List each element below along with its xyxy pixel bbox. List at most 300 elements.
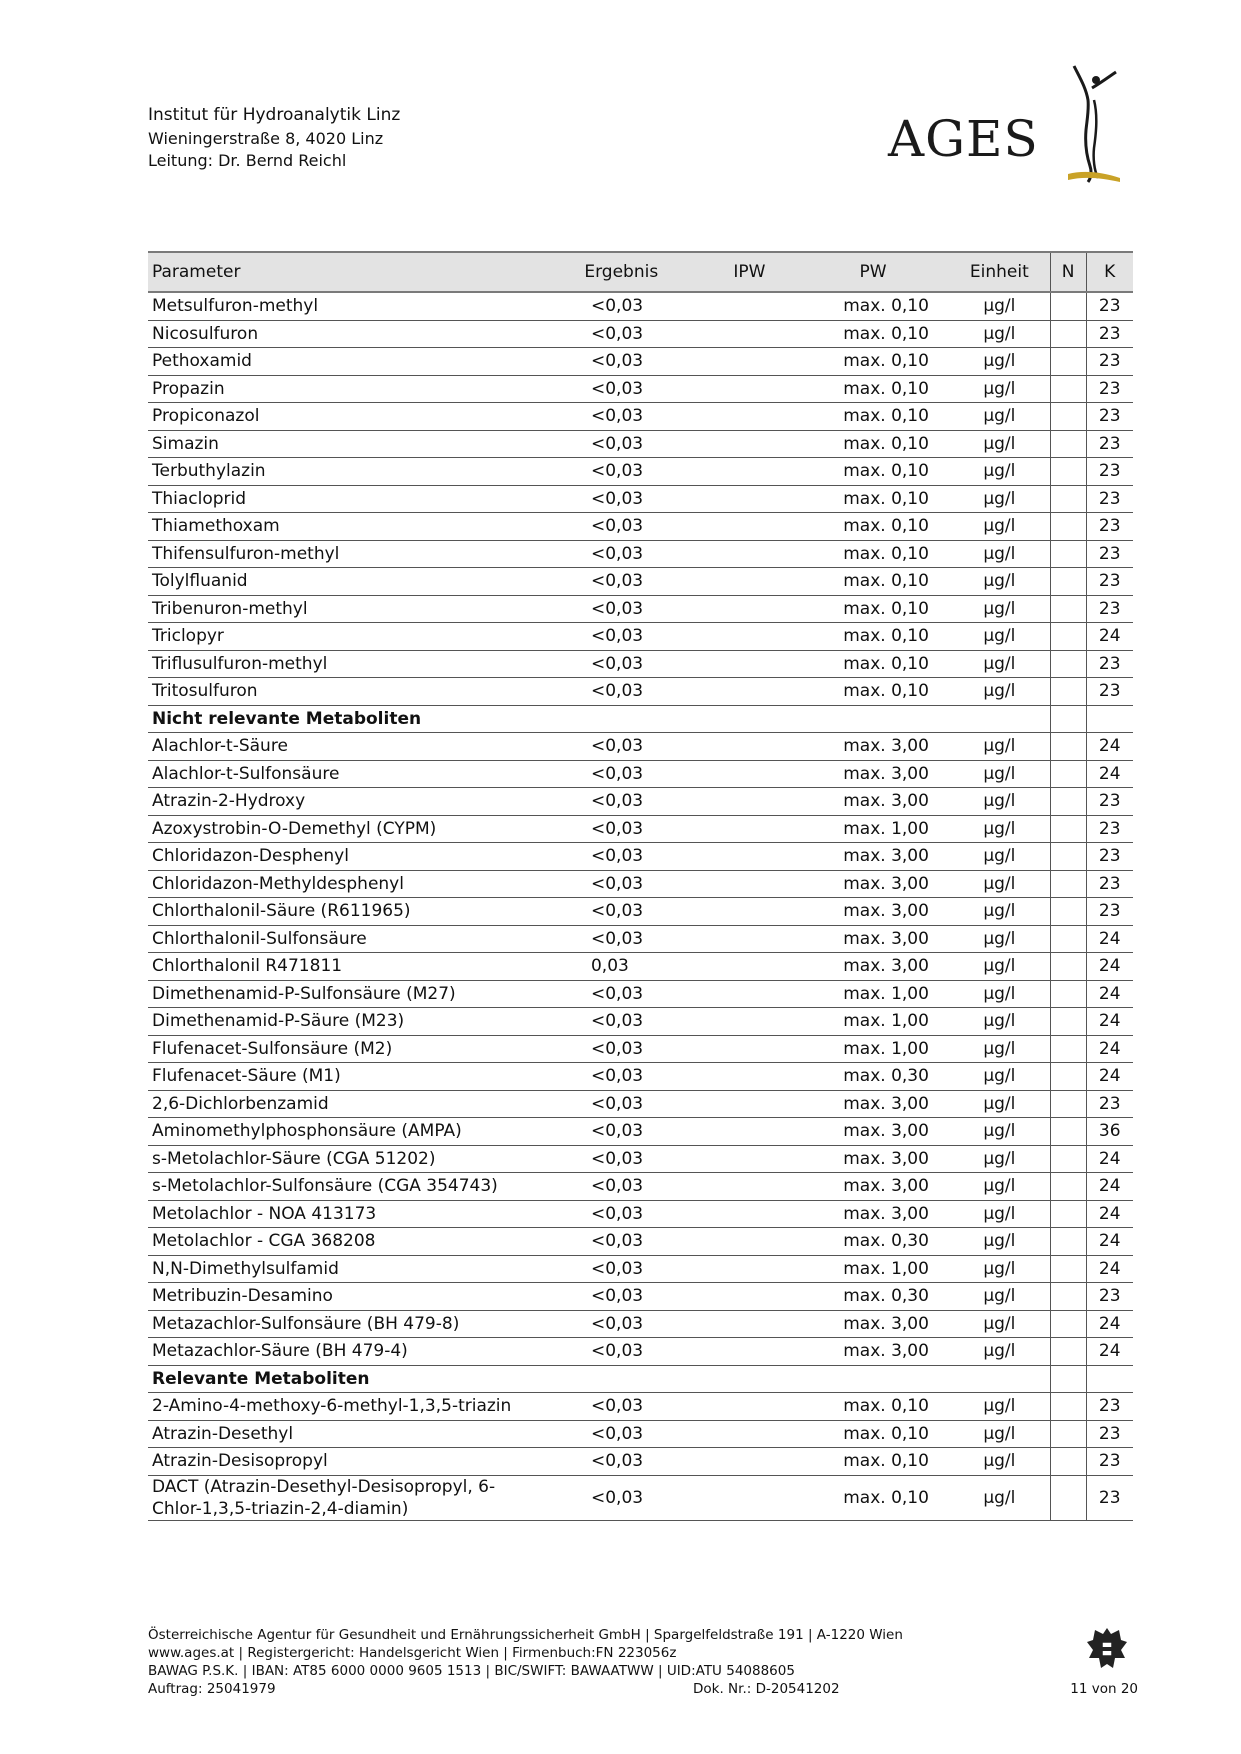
cell-k: 24 bbox=[1086, 1008, 1133, 1036]
cell-k: 23 bbox=[1086, 1448, 1133, 1476]
table-row bbox=[148, 1283, 1133, 1311]
table-row bbox=[148, 953, 1133, 981]
table-row bbox=[148, 733, 1133, 761]
cell-erg: <0,03 bbox=[541, 292, 706, 320]
cell-param: Thiacloprid bbox=[148, 485, 541, 513]
cell-pw: max. 3,00 bbox=[793, 1090, 949, 1118]
cell-pw: max. 0,10 bbox=[793, 1420, 949, 1448]
cell-n bbox=[1050, 1393, 1086, 1421]
cell-param: Triclopyr bbox=[148, 623, 541, 651]
cell-param: Chloridazon-Desphenyl bbox=[148, 843, 541, 871]
cell-ipw bbox=[706, 760, 794, 788]
cell-param: Chloridazon-Methyldesphenyl bbox=[148, 870, 541, 898]
cell-einheit: µg/l bbox=[949, 870, 1050, 898]
cell-n bbox=[1050, 925, 1086, 953]
cell-ipw bbox=[706, 843, 794, 871]
section-heading-row bbox=[148, 705, 1133, 733]
table-row bbox=[148, 1173, 1133, 1201]
cell-pw: max. 1,00 bbox=[793, 815, 949, 843]
ages-logo bbox=[888, 58, 1128, 198]
cell-ipw bbox=[706, 1228, 794, 1256]
cell-param: Metolachlor - CGA 368208 bbox=[148, 1228, 541, 1256]
col-header-parameter: Parameter bbox=[148, 252, 541, 292]
cell-pw: max. 3,00 bbox=[793, 760, 949, 788]
cell-erg: <0,03 bbox=[541, 815, 706, 843]
cell-n bbox=[1050, 623, 1086, 651]
cell-k: 24 bbox=[1086, 980, 1133, 1008]
table-row bbox=[148, 540, 1133, 568]
cell-n bbox=[1050, 1173, 1086, 1201]
cell-einheit: µg/l bbox=[949, 540, 1050, 568]
cell-einheit: µg/l bbox=[949, 568, 1050, 596]
page-number: 11 von 20 bbox=[1070, 1681, 1138, 1697]
cell-pw: max. 0,30 bbox=[793, 1228, 949, 1256]
cell-einheit: µg/l bbox=[949, 1035, 1050, 1063]
cell-erg: <0,03 bbox=[541, 870, 706, 898]
cell-ipw bbox=[706, 733, 794, 761]
cell-erg: <0,03 bbox=[541, 1090, 706, 1118]
cell-einheit: µg/l bbox=[949, 513, 1050, 541]
cell-ipw bbox=[706, 788, 794, 816]
cell-ipw bbox=[706, 898, 794, 926]
cell-pw: max. 0,30 bbox=[793, 1283, 949, 1311]
cell-n bbox=[1050, 568, 1086, 596]
col-header-ipw: IPW bbox=[706, 252, 794, 292]
cell-k: 36 bbox=[1086, 1118, 1133, 1146]
cell-einheit: µg/l bbox=[949, 1283, 1050, 1311]
cell-einheit: µg/l bbox=[949, 1063, 1050, 1091]
cell-einheit: µg/l bbox=[949, 1475, 1050, 1520]
cell-k: 23 bbox=[1086, 788, 1133, 816]
cell-pw: max. 0,10 bbox=[793, 623, 949, 651]
cell-param: Chlorthalonil-Säure (R611965) bbox=[148, 898, 541, 926]
cell-ipw bbox=[706, 1448, 794, 1476]
cell-einheit: µg/l bbox=[949, 485, 1050, 513]
cell-erg: <0,03 bbox=[541, 623, 706, 651]
cell-ipw bbox=[706, 1283, 794, 1311]
cell-n bbox=[1050, 348, 1086, 376]
cell-einheit bbox=[949, 705, 1050, 733]
cell-n bbox=[1050, 1090, 1086, 1118]
cell-k: 23 bbox=[1086, 458, 1133, 486]
cell-pw: max. 0,10 bbox=[793, 375, 949, 403]
cell-pw: max. 0,10 bbox=[793, 348, 949, 376]
cell-erg bbox=[541, 705, 706, 733]
cell-param: Chlorthalonil-Sulfonsäure bbox=[148, 925, 541, 953]
cell-n bbox=[1050, 678, 1086, 706]
cell-n bbox=[1050, 705, 1086, 733]
cell-pw: max. 0,10 bbox=[793, 430, 949, 458]
cell-einheit: µg/l bbox=[949, 623, 1050, 651]
cell-ipw bbox=[706, 705, 794, 733]
table-row bbox=[148, 870, 1133, 898]
footer-document-number: Dok. Nr.: D-20541202 bbox=[693, 1681, 840, 1697]
cell-k: 23 bbox=[1086, 898, 1133, 926]
cell-einheit: µg/l bbox=[949, 1173, 1050, 1201]
cell-pw: max. 3,00 bbox=[793, 788, 949, 816]
cell-ipw bbox=[706, 980, 794, 1008]
table-row bbox=[148, 320, 1133, 348]
cell-pw: max. 3,00 bbox=[793, 1173, 949, 1201]
cell-erg: <0,03 bbox=[541, 898, 706, 926]
cell-erg: <0,03 bbox=[541, 1448, 706, 1476]
cell-ipw bbox=[706, 292, 794, 320]
cell-ipw bbox=[706, 623, 794, 651]
table-row bbox=[148, 595, 1133, 623]
cell-pw: max. 0,10 bbox=[793, 320, 949, 348]
cell-pw: max. 0,30 bbox=[793, 1063, 949, 1091]
cell-k bbox=[1086, 705, 1133, 733]
institute-address: Wieningerstraße 8, 4020 Linz bbox=[148, 129, 384, 148]
cell-einheit: µg/l bbox=[949, 788, 1050, 816]
cell-ipw bbox=[706, 678, 794, 706]
cell-pw: max. 1,00 bbox=[793, 1035, 949, 1063]
section-heading-row bbox=[148, 1365, 1133, 1393]
cell-erg: <0,03 bbox=[541, 375, 706, 403]
cell-param: Flufenacet-Säure (M1) bbox=[148, 1063, 541, 1091]
table-row bbox=[148, 568, 1133, 596]
cell-pw: max. 3,00 bbox=[793, 843, 949, 871]
cell-k: 24 bbox=[1086, 1228, 1133, 1256]
table-row bbox=[148, 898, 1133, 926]
cell-ipw bbox=[706, 485, 794, 513]
footer-bank: BAWAG P.S.K. | IBAN: AT85 6000 0000 9605 1513 | BIC/SWIFT: BAWAATWW | UID:ATU 54088605 bbox=[148, 1663, 795, 1679]
cell-erg: <0,03 bbox=[541, 1173, 706, 1201]
cell-ipw bbox=[706, 1118, 794, 1146]
table-row bbox=[148, 1118, 1133, 1146]
cell-param: Alachlor-t-Sulfonsäure bbox=[148, 760, 541, 788]
cell-n bbox=[1050, 815, 1086, 843]
cell-k: 24 bbox=[1086, 623, 1133, 651]
cell-param: DACT (Atrazin-Desethyl-Desisopropyl, 6-Chlor-1,3,5-triazin-2,4-diamin) bbox=[148, 1475, 541, 1520]
cell-param: Nicht relevante Metaboliten bbox=[148, 705, 541, 733]
cell-einheit: µg/l bbox=[949, 1145, 1050, 1173]
cell-n bbox=[1050, 1475, 1086, 1520]
cell-k: 24 bbox=[1086, 1338, 1133, 1366]
cell-einheit: µg/l bbox=[949, 458, 1050, 486]
cell-einheit: µg/l bbox=[949, 1420, 1050, 1448]
cell-pw: max. 3,00 bbox=[793, 925, 949, 953]
table-row bbox=[148, 403, 1133, 431]
cell-ipw bbox=[706, 568, 794, 596]
table-row bbox=[148, 980, 1133, 1008]
cell-n bbox=[1050, 1200, 1086, 1228]
cell-n bbox=[1050, 1228, 1086, 1256]
cell-param: Tolylfluanid bbox=[148, 568, 541, 596]
cell-n bbox=[1050, 788, 1086, 816]
cell-param: Tribenuron-methyl bbox=[148, 595, 541, 623]
cell-n bbox=[1050, 898, 1086, 926]
cell-einheit: µg/l bbox=[949, 1310, 1050, 1338]
cell-erg: <0,03 bbox=[541, 1228, 706, 1256]
cell-k: 24 bbox=[1086, 1145, 1133, 1173]
cell-n bbox=[1050, 733, 1086, 761]
cell-pw: max. 3,00 bbox=[793, 870, 949, 898]
cell-erg: <0,03 bbox=[541, 678, 706, 706]
cell-param: N,N-Dimethylsulfamid bbox=[148, 1255, 541, 1283]
cell-erg: <0,03 bbox=[541, 1145, 706, 1173]
cell-einheit: µg/l bbox=[949, 650, 1050, 678]
cell-n bbox=[1050, 650, 1086, 678]
cell-param: Thifensulfuron-methyl bbox=[148, 540, 541, 568]
cell-param: Metolachlor - NOA 413173 bbox=[148, 1200, 541, 1228]
cell-erg: 0,03 bbox=[541, 953, 706, 981]
col-header-einheit: Einheit bbox=[949, 252, 1050, 292]
cell-n bbox=[1050, 540, 1086, 568]
cell-k: 23 bbox=[1086, 540, 1133, 568]
cell-param: s-Metolachlor-Sulfonsäure (CGA 354743) bbox=[148, 1173, 541, 1201]
cell-einheit bbox=[949, 1365, 1050, 1393]
col-header-k: K bbox=[1086, 252, 1133, 292]
table-row bbox=[148, 623, 1133, 651]
cell-k bbox=[1086, 1365, 1133, 1393]
cell-param: Metazachlor-Sulfonsäure (BH 479-8) bbox=[148, 1310, 541, 1338]
cell-erg: <0,03 bbox=[541, 595, 706, 623]
cell-pw: max. 0,10 bbox=[793, 292, 949, 320]
cell-k: 24 bbox=[1086, 1200, 1133, 1228]
cell-n bbox=[1050, 1063, 1086, 1091]
cell-pw: max. 1,00 bbox=[793, 980, 949, 1008]
col-header-pw: PW bbox=[793, 252, 949, 292]
cell-k: 23 bbox=[1086, 292, 1133, 320]
cell-ipw bbox=[706, 1365, 794, 1393]
cell-n bbox=[1050, 1338, 1086, 1366]
table-row bbox=[148, 650, 1133, 678]
cell-ipw bbox=[706, 1173, 794, 1201]
cell-k: 24 bbox=[1086, 760, 1133, 788]
table-row bbox=[148, 1035, 1133, 1063]
cell-param: Pethoxamid bbox=[148, 348, 541, 376]
cell-n bbox=[1050, 1118, 1086, 1146]
cell-pw: max. 3,00 bbox=[793, 733, 949, 761]
table-row bbox=[148, 678, 1133, 706]
cell-pw: max. 0,10 bbox=[793, 1475, 949, 1520]
cell-pw: max. 3,00 bbox=[793, 1145, 949, 1173]
table-row bbox=[148, 1420, 1133, 1448]
cell-n bbox=[1050, 1448, 1086, 1476]
cell-erg: <0,03 bbox=[541, 1118, 706, 1146]
table-row bbox=[148, 1255, 1133, 1283]
table-row bbox=[148, 485, 1133, 513]
cell-einheit: µg/l bbox=[949, 1008, 1050, 1036]
cell-einheit: µg/l bbox=[949, 430, 1050, 458]
cell-ipw bbox=[706, 513, 794, 541]
cell-param: Azoxystrobin-O-Demethyl (CYPM) bbox=[148, 815, 541, 843]
cell-pw bbox=[793, 705, 949, 733]
cell-param: Terbuthylazin bbox=[148, 458, 541, 486]
cell-einheit: µg/l bbox=[949, 292, 1050, 320]
cell-erg: <0,03 bbox=[541, 1475, 706, 1520]
cell-erg bbox=[541, 1365, 706, 1393]
cell-param: Alachlor-t-Säure bbox=[148, 733, 541, 761]
cell-k: 24 bbox=[1086, 1310, 1133, 1338]
cell-pw: max. 3,00 bbox=[793, 1118, 949, 1146]
cell-ipw bbox=[706, 1090, 794, 1118]
cell-erg: <0,03 bbox=[541, 485, 706, 513]
cell-k: 23 bbox=[1086, 1393, 1133, 1421]
cell-param: Metazachlor-Säure (BH 479-4) bbox=[148, 1338, 541, 1366]
cell-param: Propazin bbox=[148, 375, 541, 403]
cell-pw: max. 0,10 bbox=[793, 1448, 949, 1476]
cell-param: 2,6-Dichlorbenzamid bbox=[148, 1090, 541, 1118]
cell-ipw bbox=[706, 925, 794, 953]
cell-einheit: µg/l bbox=[949, 320, 1050, 348]
table-row bbox=[148, 1063, 1133, 1091]
cell-k: 23 bbox=[1086, 650, 1133, 678]
cell-pw: max. 0,10 bbox=[793, 513, 949, 541]
cell-erg: <0,03 bbox=[541, 1283, 706, 1311]
cell-ipw bbox=[706, 1338, 794, 1366]
cell-einheit: µg/l bbox=[949, 1228, 1050, 1256]
table-row bbox=[148, 1228, 1133, 1256]
cell-einheit: µg/l bbox=[949, 843, 1050, 871]
cell-n bbox=[1050, 870, 1086, 898]
cell-erg: <0,03 bbox=[541, 403, 706, 431]
institute-name: Institut für Hydroanalytik Linz bbox=[148, 105, 401, 125]
cell-param: Atrazin-2-Hydroxy bbox=[148, 788, 541, 816]
cell-param: Relevante Metaboliten bbox=[148, 1365, 541, 1393]
table-row bbox=[148, 788, 1133, 816]
cell-erg: <0,03 bbox=[541, 540, 706, 568]
cell-ipw bbox=[706, 595, 794, 623]
cell-pw: max. 3,00 bbox=[793, 953, 949, 981]
cell-pw: max. 0,10 bbox=[793, 650, 949, 678]
cell-k: 23 bbox=[1086, 403, 1133, 431]
footer-auftrag: Auftrag: 25041979 bbox=[148, 1681, 276, 1697]
cell-n bbox=[1050, 458, 1086, 486]
cell-ipw bbox=[706, 1255, 794, 1283]
cell-param: Atrazin-Desisopropyl bbox=[148, 1448, 541, 1476]
cell-n bbox=[1050, 1310, 1086, 1338]
cell-k: 23 bbox=[1086, 1420, 1133, 1448]
cell-n bbox=[1050, 595, 1086, 623]
cell-pw: max. 3,00 bbox=[793, 898, 949, 926]
table-row bbox=[148, 1200, 1133, 1228]
cell-ipw bbox=[706, 953, 794, 981]
cell-einheit: µg/l bbox=[949, 1393, 1050, 1421]
cell-n bbox=[1050, 513, 1086, 541]
cell-erg: <0,03 bbox=[541, 733, 706, 761]
cell-n bbox=[1050, 1035, 1086, 1063]
cell-k: 23 bbox=[1086, 1283, 1133, 1311]
cell-param: Propiconazol bbox=[148, 403, 541, 431]
table-row bbox=[148, 925, 1133, 953]
cell-n bbox=[1050, 843, 1086, 871]
cell-k: 24 bbox=[1086, 953, 1133, 981]
cell-pw: max. 3,00 bbox=[793, 1338, 949, 1366]
cell-erg: <0,03 bbox=[541, 788, 706, 816]
cell-pw: max. 0,10 bbox=[793, 540, 949, 568]
table-row bbox=[148, 292, 1133, 320]
cell-k: 23 bbox=[1086, 678, 1133, 706]
austrian-eagle-icon bbox=[1085, 1624, 1129, 1674]
cell-k: 23 bbox=[1086, 485, 1133, 513]
ages-logo-text: AGES bbox=[888, 110, 1039, 168]
cell-param: Dimethenamid-P-Sulfonsäure (M27) bbox=[148, 980, 541, 1008]
cell-param: 2-Amino-4-methoxy-6-methyl-1,3,5-triazin bbox=[148, 1393, 541, 1421]
cell-erg: <0,03 bbox=[541, 513, 706, 541]
cell-k: 23 bbox=[1086, 1475, 1133, 1520]
cell-ipw bbox=[706, 458, 794, 486]
cell-param: Aminomethylphosphonsäure (AMPA) bbox=[148, 1118, 541, 1146]
cell-param: Metsulfuron-methyl bbox=[148, 292, 541, 320]
table-row bbox=[148, 1448, 1133, 1476]
cell-k: 24 bbox=[1086, 1173, 1133, 1201]
cell-erg: <0,03 bbox=[541, 760, 706, 788]
cell-erg: <0,03 bbox=[541, 1420, 706, 1448]
table-header-row bbox=[148, 252, 1133, 292]
cell-ipw bbox=[706, 1310, 794, 1338]
cell-erg: <0,03 bbox=[541, 1338, 706, 1366]
table-row bbox=[148, 1393, 1133, 1421]
cell-ipw bbox=[706, 540, 794, 568]
cell-pw: max. 1,00 bbox=[793, 1255, 949, 1283]
cell-erg: <0,03 bbox=[541, 650, 706, 678]
cell-n bbox=[1050, 953, 1086, 981]
cell-n bbox=[1050, 292, 1086, 320]
cell-k: 24 bbox=[1086, 925, 1133, 953]
footer-registry: www.ages.at | Registergericht: Handelsgericht Wien | Firmenbuch:FN 223056z bbox=[148, 1645, 677, 1661]
cell-param: Atrazin-Desethyl bbox=[148, 1420, 541, 1448]
cell-erg: <0,03 bbox=[541, 320, 706, 348]
cell-erg: <0,03 bbox=[541, 568, 706, 596]
cell-einheit: µg/l bbox=[949, 925, 1050, 953]
cell-pw: max. 0,10 bbox=[793, 403, 949, 431]
cell-erg: <0,03 bbox=[541, 1200, 706, 1228]
cell-k: 23 bbox=[1086, 815, 1133, 843]
table-row bbox=[148, 430, 1133, 458]
cell-ipw bbox=[706, 403, 794, 431]
cell-k: 23 bbox=[1086, 843, 1133, 871]
cell-einheit: µg/l bbox=[949, 595, 1050, 623]
cell-einheit: µg/l bbox=[949, 375, 1050, 403]
cell-ipw bbox=[706, 650, 794, 678]
cell-param: Nicosulfuron bbox=[148, 320, 541, 348]
cell-n bbox=[1050, 1420, 1086, 1448]
cell-pw: max. 3,00 bbox=[793, 1200, 949, 1228]
cell-k: 23 bbox=[1086, 375, 1133, 403]
cell-param: Dimethenamid-P-Säure (M23) bbox=[148, 1008, 541, 1036]
cell-erg: <0,03 bbox=[541, 1255, 706, 1283]
cell-einheit: µg/l bbox=[949, 1118, 1050, 1146]
cell-k: 24 bbox=[1086, 1063, 1133, 1091]
cell-ipw bbox=[706, 348, 794, 376]
footer-company: Österreichische Agentur für Gesundheit und Ernährungssicherheit GmbH | Spargelfeldstraße 191 | A-1220 Wien bbox=[148, 1627, 903, 1643]
cell-ipw bbox=[706, 375, 794, 403]
cell-einheit: µg/l bbox=[949, 1448, 1050, 1476]
cell-erg: <0,03 bbox=[541, 925, 706, 953]
table-row bbox=[148, 513, 1133, 541]
table-body bbox=[148, 292, 1133, 1520]
cell-n bbox=[1050, 485, 1086, 513]
table-row bbox=[148, 1475, 1133, 1520]
cell-ipw bbox=[706, 1393, 794, 1421]
cell-param: Triflusulfuron-methyl bbox=[148, 650, 541, 678]
col-header-ergebnis: Ergebnis bbox=[541, 252, 706, 292]
cell-ipw bbox=[706, 1035, 794, 1063]
cell-param: s-Metolachlor-Säure (CGA 51202) bbox=[148, 1145, 541, 1173]
cell-n bbox=[1050, 1008, 1086, 1036]
cell-k: 23 bbox=[1086, 320, 1133, 348]
cell-k: 23 bbox=[1086, 595, 1133, 623]
cell-ipw bbox=[706, 815, 794, 843]
cell-pw: max. 0,10 bbox=[793, 458, 949, 486]
cell-k: 23 bbox=[1086, 430, 1133, 458]
cell-param: Simazin bbox=[148, 430, 541, 458]
cell-einheit: µg/l bbox=[949, 1200, 1050, 1228]
cell-ipw bbox=[706, 320, 794, 348]
cell-param: Tritosulfuron bbox=[148, 678, 541, 706]
